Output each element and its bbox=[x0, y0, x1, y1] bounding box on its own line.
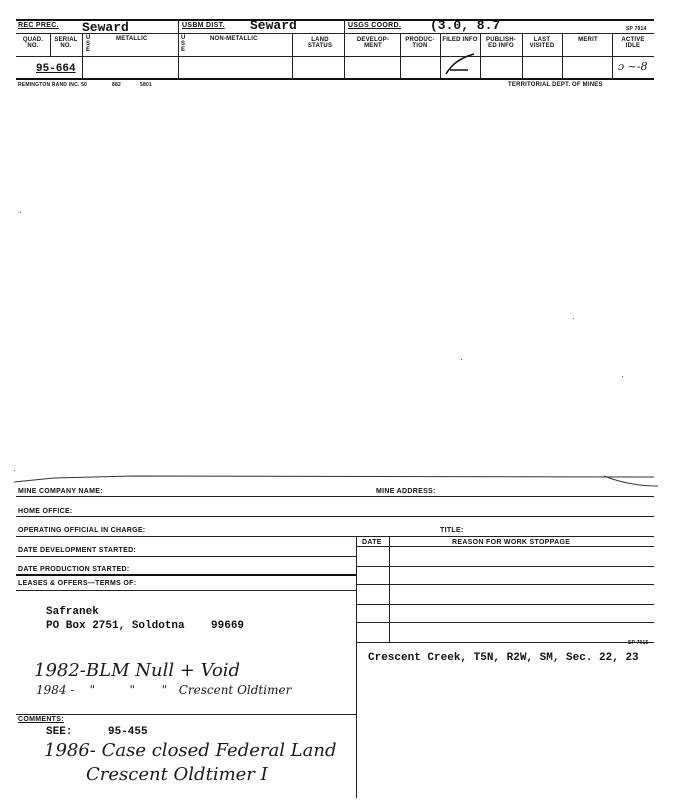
col-quad-no: QUAD. NO. bbox=[22, 37, 44, 49]
col-nonmetallic: NON-METALLIC bbox=[210, 36, 258, 42]
col-use-nonmetallic: U S E bbox=[181, 35, 186, 53]
prod-started-label: DATE PRODUCTION STARTED: bbox=[18, 566, 130, 573]
form-number-2: SP 7915 bbox=[628, 640, 649, 646]
col-use-metallic: U S E bbox=[86, 35, 91, 53]
operating-official-label: OPERATING OFFICIAL IN CHARGE: bbox=[18, 527, 146, 534]
handwritten-note-1986: 1986- Case closed Federal Land bbox=[44, 740, 337, 761]
handwritten-note-1984: 1984 - " " " Crescent Oldtimer bbox=[36, 683, 292, 697]
handwritten-note-oldtimer: Crescent Oldtimer I bbox=[86, 764, 268, 785]
rec-prec-label: REC PREC. bbox=[18, 22, 59, 29]
mine-company-label: MINE COMPANY NAME: bbox=[18, 488, 103, 495]
leases-label: LEASES & OFFERS—TERMS OF: bbox=[18, 580, 137, 587]
see-label: SEE: bbox=[46, 726, 73, 738]
location-text: Crescent Creek, T5N, R2W, SM, Sec. 22, 23 bbox=[368, 652, 639, 664]
reason-label: REASON FOR WORK STOPPAGE bbox=[452, 539, 571, 546]
col-land-status: LAND STATUS bbox=[307, 37, 333, 49]
comments-label: COMMENTS: bbox=[18, 716, 64, 723]
col-merit: MERIT bbox=[578, 37, 598, 43]
footer-left: REMINGTON RAND INC. 50 bbox=[18, 82, 88, 88]
owner-name: Safranek bbox=[46, 606, 99, 618]
form-number: SP 7914 bbox=[626, 26, 647, 32]
col-development: DEVELOP- MENT bbox=[356, 37, 390, 49]
rec-prec-value: Seward bbox=[82, 20, 129, 35]
usbm-dist-label: USBM DIST. bbox=[182, 22, 225, 29]
date-label: DATE bbox=[362, 539, 382, 546]
col-active-idle: ACTIVE IDLE bbox=[621, 37, 645, 49]
usgs-coord-value: (3.0, 8.7 bbox=[430, 18, 501, 33]
card-edge bbox=[14, 472, 658, 494]
serial-value: 95-664 bbox=[36, 63, 76, 75]
usgs-coord-label: USGS COORD. bbox=[348, 22, 402, 29]
filed-info-check-mark bbox=[440, 50, 482, 78]
footer-code-1: 882 bbox=[112, 82, 121, 88]
owner-address: PO Box 2751, Soldotna 99669 bbox=[46, 620, 245, 632]
col-published-info: PUBLISH- ED INFO bbox=[486, 37, 516, 49]
mine-address-label: MINE ADDRESS: bbox=[376, 488, 436, 495]
usbm-dist-value: Seward bbox=[250, 18, 297, 33]
footer-code-2: 5801 bbox=[140, 82, 152, 88]
col-filed-info: FILED INFO bbox=[442, 37, 478, 43]
home-office-label: HOME OFFICE: bbox=[18, 508, 73, 515]
dev-started-label: DATE DEVELOPMENT STARTED: bbox=[18, 547, 137, 554]
col-last-visited: LAST VISITED bbox=[529, 37, 555, 49]
col-serial-no: SERIAL NO. bbox=[54, 37, 78, 49]
col-production: PRODUC- TION bbox=[405, 37, 435, 49]
footer-right: TERRITORIAL DEPT. OF MINES bbox=[508, 82, 603, 88]
see-value: 95-455 bbox=[108, 726, 148, 738]
title-label: TITLE: bbox=[440, 527, 464, 534]
handwritten-note-1982: 1982-BLM Null + Void bbox=[34, 660, 241, 681]
col-metallic: METALLIC bbox=[116, 36, 148, 42]
active-idle-mark: ɔ ~-8 bbox=[618, 60, 648, 73]
